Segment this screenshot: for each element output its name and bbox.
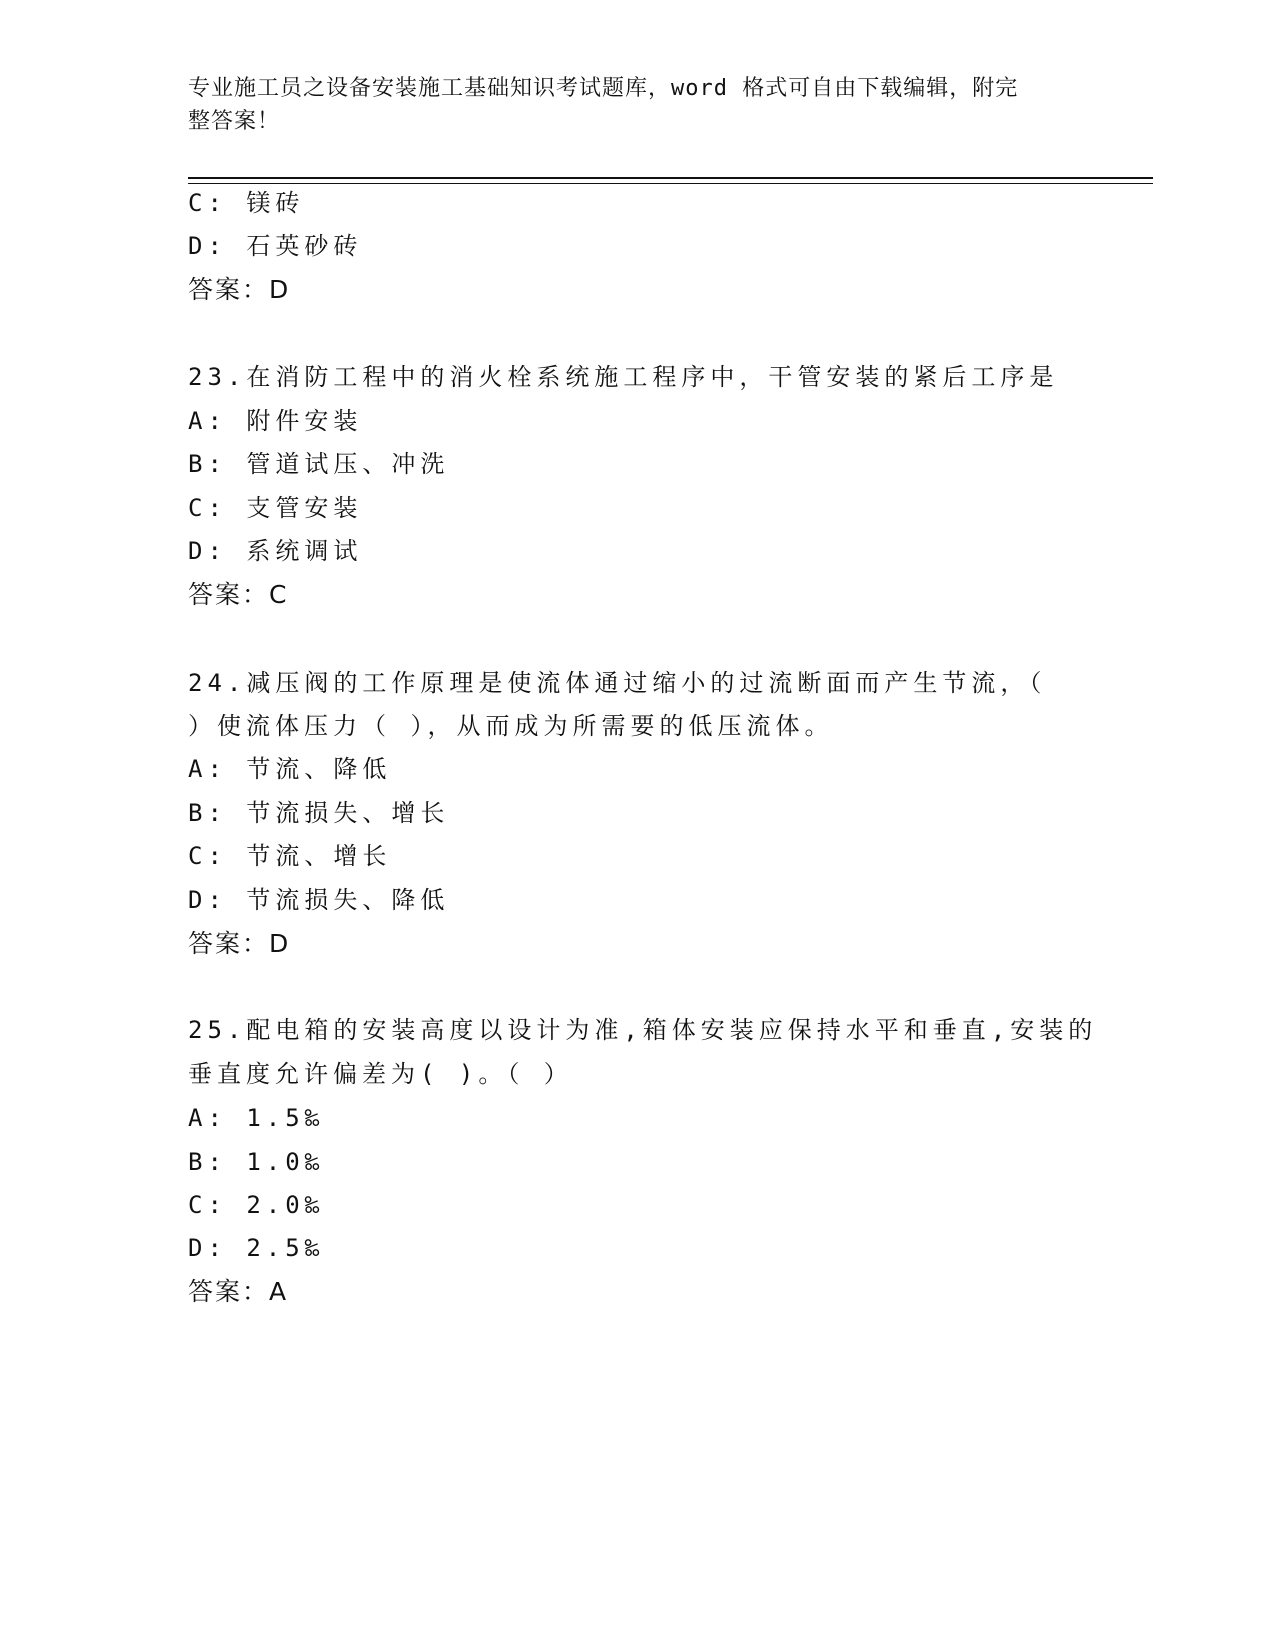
header-divider-thick: [188, 177, 1153, 179]
q24-answer: 答案：D: [188, 929, 291, 958]
q23-option-b: B: 管道试压、冲洗: [188, 450, 450, 478]
q23-answer: 答案：C: [188, 580, 289, 609]
q24-option-a: A: 节流、降低: [188, 755, 392, 783]
header-divider-thin: [188, 183, 1153, 184]
prev-option-c: C: 镁砖: [188, 189, 305, 217]
q24-option-b: B: 节流损失、增长: [188, 799, 450, 827]
prev-option-d: D: 石英砂砖: [188, 232, 363, 260]
q23-option-d: D: 系统调试: [188, 537, 363, 565]
q25-option-a: A: 1.5‰: [188, 1104, 325, 1132]
header-line-2: 整答案！: [188, 109, 281, 134]
document-header: [188, 72, 1078, 138]
q23-option-c: C: 支管安装: [188, 494, 363, 522]
q24-stem-line-2: ）使流体压力（ ），从而成为所需要的低压流体。: [188, 712, 834, 740]
q24-stem-line-1: 24.减压阀的工作原理是使流体通过缩小的过流断面而产生节流，（: [188, 669, 1047, 697]
q23-option-a: A: 附件安装: [188, 407, 363, 435]
q25-option-c: C: 2.0‰: [188, 1191, 325, 1219]
q25-answer: 答案：A: [188, 1277, 289, 1306]
q23-stem: 23.在消防工程中的消火栓系统施工程序中，干管安装的紧后工序是: [188, 363, 1059, 391]
q25-option-d: D: 2.5‰: [188, 1234, 325, 1262]
prev-answer: 答案：D: [188, 275, 291, 304]
q24-option-d: D: 节流损失、降低: [188, 886, 450, 914]
q25-option-b: B: 1.0‰: [188, 1148, 325, 1176]
q25-stem-line-2: 垂直度允许偏差为( )。（ ）: [188, 1060, 573, 1088]
q24-option-c: C: 节流、增长: [188, 842, 392, 870]
q25-stem-line-1: 25.配电箱的安装高度以设计为准,箱体安装应保持水平和垂直,安装的: [188, 1016, 1098, 1044]
header-line-1: 专业施工员之设备安装施工基础知识考试题库，word 格式可自由下载编辑，附完: [188, 76, 1019, 101]
